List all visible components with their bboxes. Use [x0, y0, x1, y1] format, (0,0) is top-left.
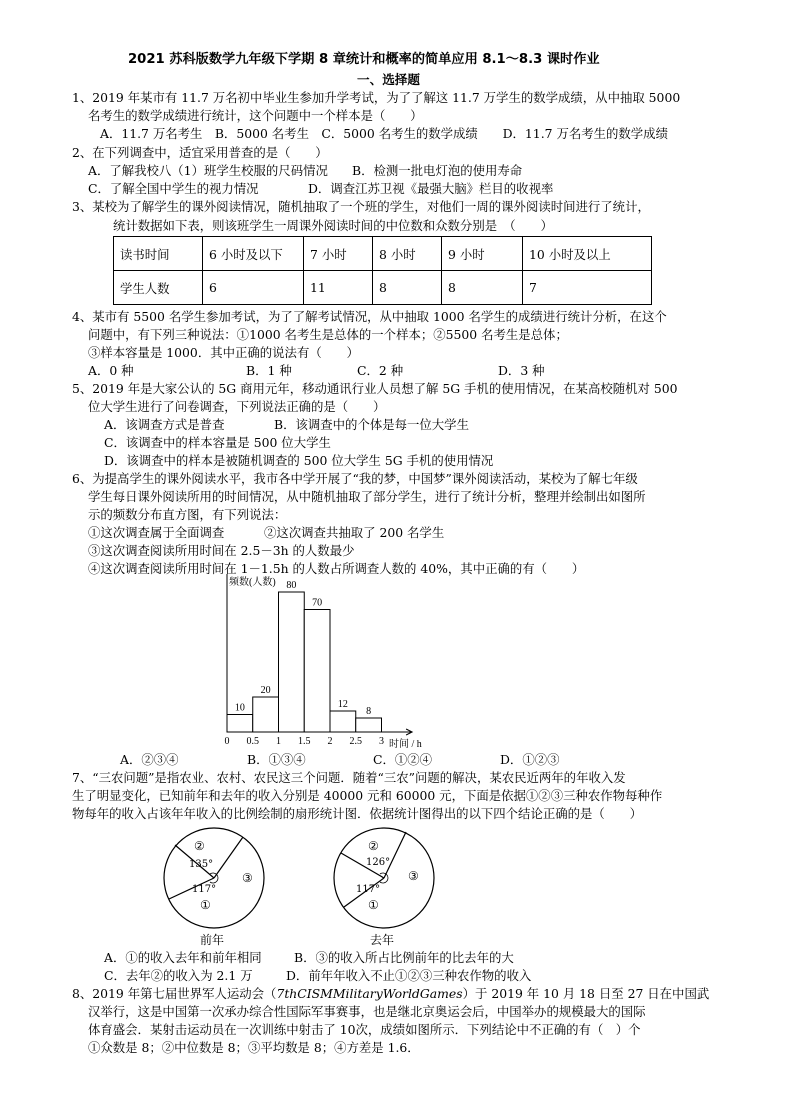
q4-option-c: C．2 种 [357, 363, 404, 378]
q4-line2: 问题中，有下列三种说法：①1000 名考生是总体的一个样本；②5500 名考生是总体； [88, 327, 568, 342]
pie-angle-1: 117° [356, 884, 381, 895]
q7-option-b: B．③的收入所占比例前年的比去年的大 [294, 950, 514, 965]
section-heading: 一、选择题 [357, 72, 420, 87]
q5-option-c: C．该调查中的样本容量是 500 位大学生 [104, 435, 331, 450]
q7-option-d: D．前年年收入不止①②③三种农作物的收入 [286, 968, 532, 983]
x-tick-label: 0 [224, 736, 230, 747]
pie-divider [214, 837, 243, 878]
bar-value-label: 12 [337, 699, 348, 710]
histogram-bar [356, 718, 382, 732]
table-cell: 7 [523, 271, 652, 305]
histogram-bar [330, 711, 356, 732]
q6-option-d: D．①②③ [500, 752, 560, 767]
q6-statement-1: ①这次调查属于全面调查 [88, 525, 225, 540]
q8-line1-end: ）于 2019 年 10 月 18 日至 27 日在中国武 [462, 986, 710, 1001]
q2-option-b: B．检测一批电灯泡的使用寿命 [352, 163, 523, 178]
reading-time-table [113, 236, 652, 305]
q4-option-b: B．1 种 [246, 363, 292, 378]
pie-caption: 前年 [200, 933, 225, 947]
x-tick-label: 2 [327, 736, 333, 747]
q5-option-d: D．该调查中的样本是被随机调查的 500 位大学生 5G 手机的使用情况 [104, 453, 494, 468]
x-tick-label: 1 [276, 736, 281, 747]
q6-statement-2: ②这次调查共抽取了 200 名学生 [264, 525, 445, 540]
table-cell: 学生人数 [114, 271, 203, 305]
q7-line2: 生了明显变化，已知前年和去年的收入分别是 40000 元和 60000 元，下面是依据①②③三种农作物每种作 [72, 788, 663, 803]
q6-option-a: A．②③④ [120, 752, 179, 767]
q2-option-a: A．了解我校八（1）班学生校服的尺码情况 [88, 163, 328, 178]
q1-line1: 1、2019 年某市有 11.7 万名初中毕业生参加升学考试，为了了解这 11.7 万学生的数学成绩，从中抽取 5000 [72, 90, 681, 105]
q4-option-a: A．0 种 [88, 363, 134, 378]
table-cell: 9 小时 [442, 237, 523, 271]
bar-value-label: 20 [260, 685, 271, 696]
histogram-ticks [225, 736, 385, 747]
frequency-histogram [205, 574, 465, 752]
q5-option-a: A．该调查方式是普查 [104, 417, 225, 432]
x-tick-label: 2.5 [349, 736, 362, 747]
q6-statement-4: ④这次调查阅读所用时间在 1－1.5h 的人数占所调查人数的 40%，其中正确的有（ ） [88, 561, 585, 576]
pie-label-3: ③ [242, 871, 253, 885]
x-tick-label: 0.5 [246, 736, 259, 747]
q2-option-c: C．了解全国中学生的视力情况 [88, 181, 259, 196]
pie-angle-2: 135° [189, 859, 214, 870]
pie-angle-2: 126° [366, 857, 391, 868]
q8-line2: 汉举行，这是中国第一次承办综合性国际军事赛事，也是继北京奥运会后，中国举办的规模最大的国际 [88, 1004, 646, 1019]
q7-line3: 物每年的收入占该年年收入的比例绘制的扇形统计图．依据统计图得出的以下四个结论正确的是（ ） [72, 806, 642, 821]
x-tick-label: 1.5 [298, 736, 311, 747]
q8-line1 [72, 986, 709, 1002]
histogram-bar [227, 715, 253, 733]
q6-line1: 6、为提高学生的课外阅读水平，我市各中学开展了“我的梦，中国梦”课外阅读活动，某校为了解七年级 [72, 471, 638, 486]
q2-option-d: D．调查江苏卫视《最强大脑》栏目的收视率 [308, 181, 554, 196]
q5-option-b: B．该调查中的个体是每一位大学生 [274, 417, 469, 432]
q6-line2: 学生每日课外阅读所用的时间情况，从中随机抽取了部分学生，进行了统计分析，整理并绘制出如图所 [88, 489, 646, 504]
histogram-bars [227, 580, 382, 732]
q4-line1: 4、某市有 5500 名学生参加考试，为了了解考试情况，从中抽取 1000 名学生的成绩进行统计分析，在这个 [72, 309, 667, 324]
table-cell: 8 小时 [373, 237, 442, 271]
pie-label-3: ③ [408, 869, 419, 883]
bar-value-label: 70 [312, 597, 323, 609]
histogram-bar [253, 697, 279, 732]
q6-line3: 示的频数分布直方图，有下列说法： [88, 507, 287, 522]
bar-value-label: 8 [366, 706, 372, 717]
table-header-row [114, 237, 652, 271]
table-cell: 8 [442, 271, 523, 305]
q6-option-c: C．①②④ [373, 752, 433, 767]
q3-line1: 3、某校为了解学生的课外阅读情况，随机抽取了一个班的学生，对他们一周的课外阅读时间进行了统计， [72, 199, 650, 214]
q4-option-d: D．3 种 [498, 363, 545, 378]
q5-line1: 5、2019 年是大家公认的 5G 商用元年，移动通讯行业人员想了解 5G 手机的使用情况，在某高校随机对 500 [72, 381, 678, 396]
q3-line2: 统计数据如下表，则该班学生一周课外阅读时间的中位数和众数分别是 （ ） [113, 218, 553, 233]
q5-line2: 位大学生进行了问卷调查，下列说法正确的是（ ） [88, 399, 386, 414]
table-cell: 8 [373, 271, 442, 305]
table-cell: 6 小时及以下 [203, 237, 304, 271]
q1-line2: 名考生的数学成绩进行统计，这个问题中一个样本是（ ） [88, 108, 423, 123]
table-cell: 10 小时及以上 [523, 237, 652, 271]
pie-label-2: ② [368, 839, 379, 853]
q8-line1-start: 8、2019 年第七届世界军人运动会（ [72, 986, 277, 1001]
pie-label-2: ② [194, 839, 205, 853]
q6-statement-3: ③这次调查阅读所用时间在 2.5－3h 的人数最少 [88, 543, 355, 558]
q8-statements: ①众数是 8；②中位数是 8；③平均数是 8；④方差是 1.6． [88, 1040, 420, 1055]
q7-line1: 7、“三农问题”是指农业、农村、农民这三个问题．随着“三农”问题的解决，某农民近两年的年收入发 [72, 770, 626, 785]
q8-games-name: 7thCISMMilitaryWorldGames [276, 986, 463, 1001]
pie-divider [384, 832, 406, 878]
bar-value-label: 10 [234, 702, 245, 714]
pie-label-1: ① [368, 898, 379, 912]
table-cell: 6 [203, 271, 304, 305]
histogram-bar [304, 610, 330, 733]
table-cell: 7 小时 [304, 237, 373, 271]
q4-line3: ③样本容量是 1000．其中正确的说法有（ ） [88, 345, 359, 360]
q2-line1: 2、在下列调查中，适宜采用普查的是（ ） [72, 145, 328, 160]
q7-option-a: A．①的收入去年和前年相同 [104, 950, 262, 965]
q6-option-b: B．①③④ [247, 752, 306, 767]
table-cell: 读书时间 [114, 237, 203, 271]
x-tick-label: 3 [379, 736, 384, 747]
pie-angle-1: 117° [192, 884, 217, 895]
q7-option-c: C．去年②的收入为 2.1 万 [104, 968, 253, 983]
pie-chart-previous-year [158, 824, 270, 948]
page-title: 2021 苏科版数学九年级下学期 8 章统计和概率的简单应用 8.1～8.3 课时作业 [128, 52, 600, 67]
x-axis-label: 时间 / h [389, 739, 422, 750]
y-axis-label: 频数(人数) [229, 577, 276, 588]
q8-line3: 体育盛会．某射击运动员在一次训练中射击了 10次，成绩如图所示．下列结论中不正确的有（ ）个 [88, 1022, 641, 1037]
pie-label-1: ① [200, 898, 211, 912]
pie-chart-last-year [328, 820, 440, 948]
table-row [114, 271, 652, 305]
histogram-bar [279, 592, 305, 732]
bar-value-label: 80 [286, 580, 297, 591]
pie-caption: 去年 [370, 933, 395, 947]
table-cell: 11 [304, 271, 373, 305]
q1-options: A．11.7 万名考生 B．5000 名考生 C．5000 名考生的数学成绩 D．11.7 万名考生的数学成绩 [100, 126, 668, 141]
